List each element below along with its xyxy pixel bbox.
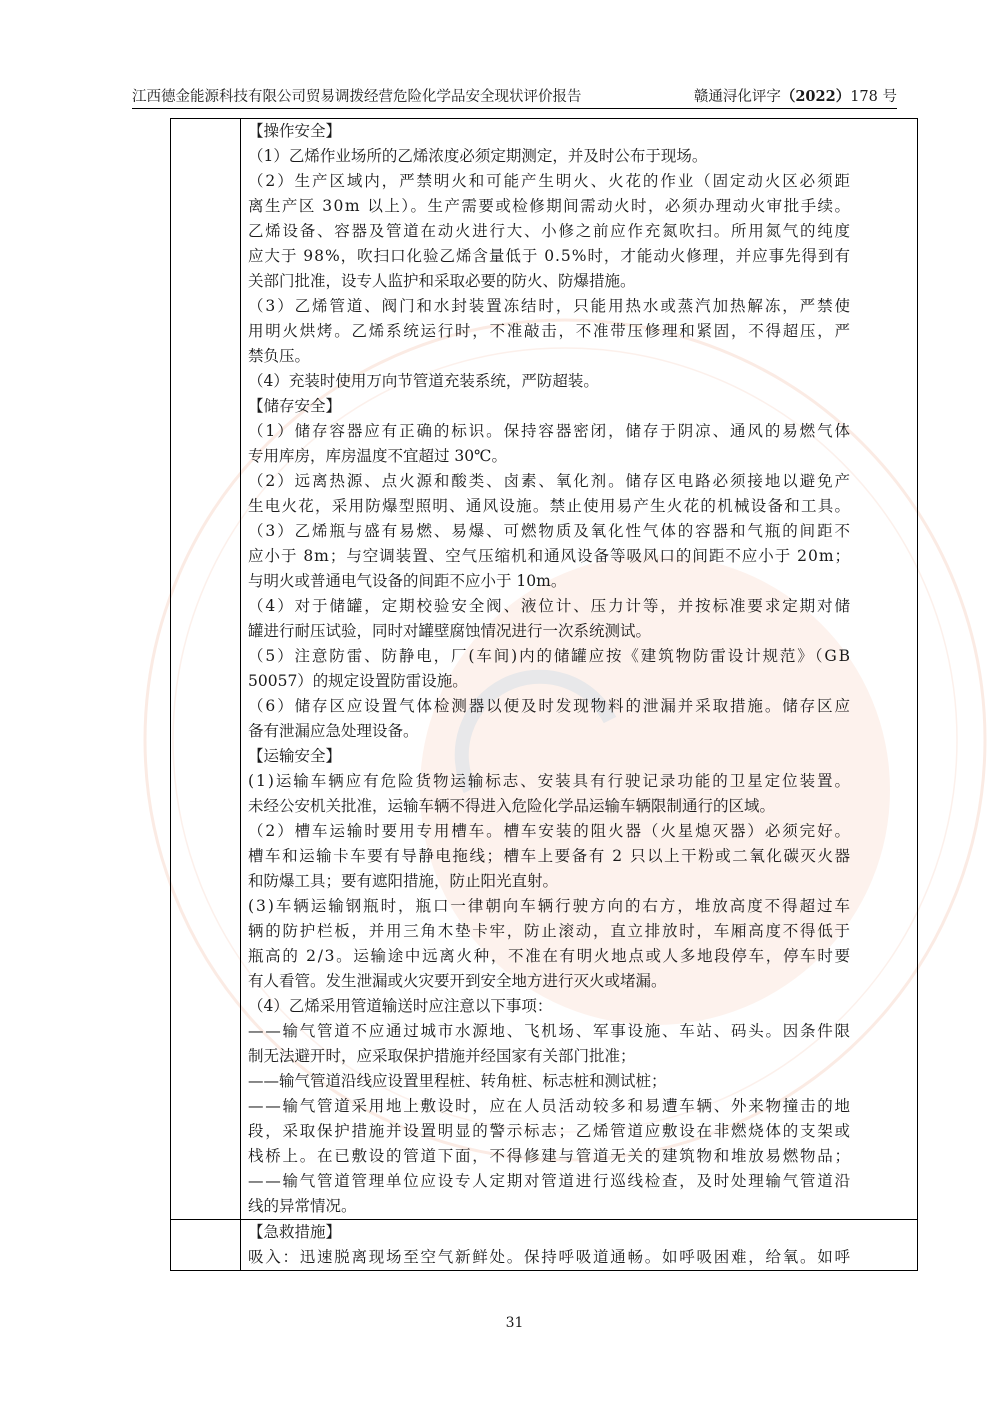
- paragraph-line: 乙烯设备、容器及管道在动火进行大、小修之前应作充氮吹扫。所用氮气的纯度: [248, 222, 852, 240]
- paragraph: [248, 419, 917, 469]
- section-heading: 【运输安全】: [248, 747, 342, 765]
- header-rule: [132, 108, 897, 109]
- paragraph-line: 线的异常情况。: [248, 1197, 357, 1215]
- paragraph-line: ——输气管道沿线应设置里程桩、转角桩、标志桩和测试桩；: [248, 1072, 667, 1090]
- paragraph-line: 专用库房，库房温度不宜超过 30℃。: [248, 447, 507, 465]
- paragraph-line: 槽车和运输卡车要有导静电拖线；槽车上要备有 2 只以上干粉或二氧化碳灭火器: [248, 847, 852, 865]
- table-label-cell: [171, 1220, 241, 1270]
- paragraph-line: (1)运输车辆应有危险货物运输标志、安装具有行驶记录功能的卫星定位装置。: [248, 772, 852, 790]
- paragraph-line: （4）充装时使用万向节管道充装系统，严防超装。: [248, 372, 599, 390]
- paragraph-line: 有人看管。发生泄漏或火灾要开到安全地方进行灭火或堵漏。: [248, 972, 667, 990]
- section-heading: 【操作安全】: [248, 122, 342, 140]
- paragraph-line: 制无法避开时，应采取保护措施并经国家有关部门批准；: [248, 1047, 636, 1065]
- report-title: 江西德金能源科技有限公司贸易调拨经营危险化学品安全现状评价报告: [132, 89, 582, 105]
- paragraph: [248, 1245, 917, 1270]
- document-number: [694, 88, 897, 106]
- paragraph-line: （6）储存区应设置气体检测器以便及时发现物料的泄漏并采取措施。储存区应: [248, 697, 852, 715]
- doc-number-prefix: 赣通浔化评字: [693, 89, 781, 105]
- paragraph-line: 辆的防护栏板，并用三角木垫卡牢，防止滚动，直立排放时，车厢高度不得低于: [248, 922, 852, 940]
- paragraph-line: 段，采取保护措施并设置明显的警示标志；乙烯管道应敷设在非燃烧体的支架或: [248, 1122, 852, 1140]
- doc-number-year: （2022）: [780, 88, 851, 105]
- paragraph-line: ——输气管道不应通过城市水源地、飞机场、军事设施、车站、码头。因条件限: [248, 1022, 852, 1040]
- paragraph: [248, 169, 917, 294]
- paragraph-line: 瓶高的 2/3。运输途中远离火种，不准在有明火地点或人多地段停车，停车时要: [248, 947, 852, 965]
- table-row: [171, 1220, 917, 1270]
- paragraph-line: ——输气管道采用地上敷设时，应在人员活动较多和易遭车辆、外来物撞击的地: [248, 1097, 852, 1115]
- paragraph-line: （4）对于储罐，定期校验安全阀、液位计、压力计等，并按标准要求定期对储: [248, 597, 852, 615]
- paragraph-line: （4）乙烯采用管道输送时应注意以下事项：: [248, 997, 553, 1015]
- paragraph: [248, 819, 917, 894]
- section-heading: 【急救措施】: [248, 1223, 342, 1241]
- content-table: [170, 118, 918, 1271]
- doc-number-suffix: 178 号: [850, 89, 897, 105]
- paragraph-line: （3）乙烯瓶与盛有易燃、易爆、可燃物质及氧化性气体的容器和气瓶的间距不: [248, 522, 852, 540]
- paragraph-line: 50057）的规定设置防雷设施。: [248, 672, 468, 690]
- paragraph-line: 应小于 8m；与空调装置、空气压缩机和通风设备等吸风口的间距不应小于 20m；: [248, 547, 851, 565]
- table-row: [171, 119, 917, 1220]
- paragraph: [248, 369, 917, 394]
- page-number: 31: [505, 1315, 524, 1331]
- paragraph-line: （3）乙烯管道、阀门和水封装置冻结时，只能用热水或蒸汽加热解冻，严禁使: [248, 297, 852, 315]
- page-header: [132, 88, 897, 106]
- paragraph-line: 关部门批准，设专人监护和采取必要的防火、防爆措施。: [248, 272, 636, 290]
- paragraph-line: 栈桥上。在已敷设的管道下面，不得修建与管道无关的建筑物和堆放易燃物品；: [248, 1147, 852, 1165]
- paragraph: [248, 1094, 917, 1169]
- paragraph-line: （1）储存容器应有正确的标识。保持容器密闭，储存于阴凉、通风的易燃气体: [248, 422, 852, 440]
- paragraph: [248, 694, 917, 744]
- paragraph: [248, 644, 917, 694]
- paragraph-line: 未经公安机关批准，运输车辆不得进入危险化学品运输车辆限制通行的区域。: [248, 797, 776, 815]
- paragraph: [248, 594, 917, 644]
- paragraph: [248, 994, 917, 1019]
- paragraph-line: 用明火烘烤。乙烯系统运行时，不准敲击，不准带压修理和紧固，不得超压，严: [248, 322, 852, 340]
- paragraph-line: 和防爆工具；要有遮阳措施，防止阳光直射。: [248, 872, 559, 890]
- paragraph-line: 应大于 98%，吹扫口化验乙烯含量低于 0.5%时，才能动火修理，并应事先得到有: [248, 247, 851, 265]
- paragraph: [248, 1069, 917, 1094]
- paragraph: [248, 769, 917, 819]
- paragraph-line: （2）生产区域内，严禁明火和可能产生明火、火花的作业（固定动火区必须距: [248, 172, 852, 190]
- paragraph-line: 罐进行耐压试验，同时对罐壁腐蚀情况进行一次系统测试。: [248, 622, 652, 640]
- paragraph: [248, 1169, 917, 1219]
- paragraph: [248, 469, 917, 519]
- table-content-cell: [241, 1220, 917, 1270]
- table-content-cell: [241, 119, 917, 1219]
- paragraph-line: （2）远离热源、点火源和酸类、卤素、氧化剂。储存区电路必须接地以避免产: [248, 472, 852, 490]
- paragraph-line: 备有泄漏应急处理设备。: [248, 722, 419, 740]
- section-heading: 【储存安全】: [248, 397, 342, 415]
- paragraph-line: （1）乙烯作业场所的乙烯浓度必须定期测定，并及时公布于现场。: [248, 147, 708, 165]
- paragraph-line: 离生产区 30m 以上）。生产需要或检修期间需动火时，必须办理动火审批手续。: [248, 197, 852, 215]
- paragraph: [248, 144, 917, 169]
- paragraph-line: 与明火或普通电气设备的间距不应小于 10m。: [248, 572, 567, 590]
- table-label-cell: [171, 119, 241, 1219]
- paragraph-line: （2）槽车运输时要用专用槽车。槽车安装的阻火器（火星熄灭器）必须完好。: [248, 822, 852, 840]
- paragraph: [248, 519, 917, 594]
- paragraph-line: （5）注意防雷、防静电，厂(车间)内的储罐应按《建筑物防雷设计规范》（GB: [248, 647, 852, 665]
- paragraph: [248, 1019, 917, 1069]
- paragraph: [248, 294, 917, 369]
- paragraph-line: (3)车辆运输钢瓶时，瓶口一律朝向车辆行驶方向的右方，堆放高度不得超过车: [248, 897, 852, 915]
- paragraph-line: 吸入：迅速脱离现场至空气新鲜处。保持呼吸道通畅。如呼吸困难，给氧。如呼: [248, 1248, 852, 1266]
- paragraph-line: 禁负压。: [248, 347, 311, 365]
- paragraph: [248, 894, 917, 994]
- paragraph-line: ——输气管道管理单位应设专人定期对管道进行巡线检查，及时处理输气管道沿: [248, 1172, 852, 1190]
- paragraph-line: 生电火花，采用防爆型照明、通风设施。禁止使用易产生火花的机械设备和工具。: [248, 497, 852, 515]
